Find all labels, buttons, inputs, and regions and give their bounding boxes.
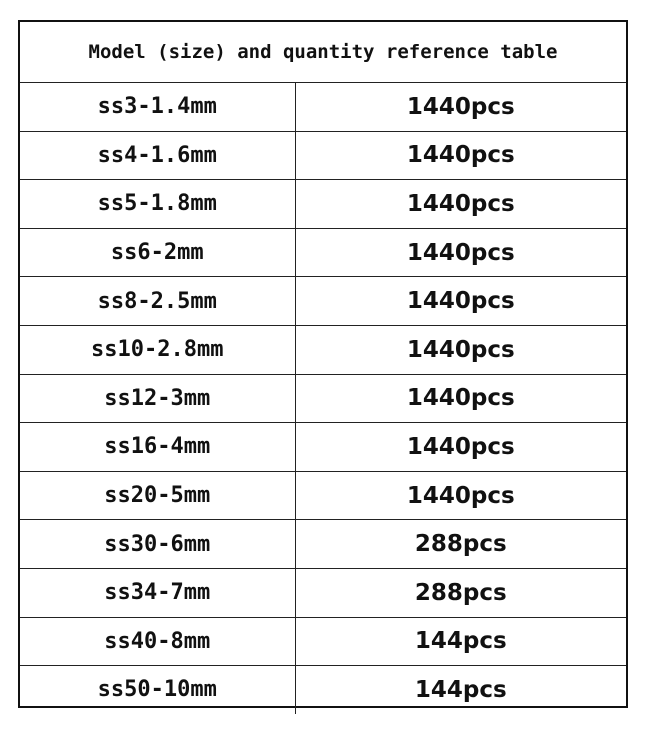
quantity-cell: 288pcs	[295, 520, 626, 569]
quantity-cell: 1440pcs	[295, 325, 626, 374]
table-row	[20, 471, 626, 520]
table-title: Model (size) and quantity reference table	[20, 22, 626, 83]
quantity-cell: 1440pcs	[295, 277, 626, 326]
table-row	[20, 228, 626, 277]
model-size-cell: ss5-1.8mm	[20, 180, 295, 229]
table-row	[20, 83, 626, 132]
quantity-cell: 1440pcs	[295, 83, 626, 132]
quantity-cell: 144pcs	[295, 666, 626, 714]
table-row	[20, 180, 626, 229]
quantity-cell: 1440pcs	[295, 228, 626, 277]
quantity-cell: 1440pcs	[295, 423, 626, 472]
model-size-cell: ss16-4mm	[20, 423, 295, 472]
size-quantity-table	[20, 22, 626, 714]
quantity-cell: 1440pcs	[295, 374, 626, 423]
table-row	[20, 617, 626, 666]
model-size-cell: ss10-2.8mm	[20, 325, 295, 374]
quantity-cell: 288pcs	[295, 568, 626, 617]
table-header-row	[20, 22, 626, 83]
model-size-cell: ss8-2.5mm	[20, 277, 295, 326]
model-size-cell: ss6-2mm	[20, 228, 295, 277]
quantity-cell: 144pcs	[295, 617, 626, 666]
model-size-cell: ss40-8mm	[20, 617, 295, 666]
quantity-cell: 1440pcs	[295, 131, 626, 180]
table-row	[20, 520, 626, 569]
model-size-cell: ss50-10mm	[20, 666, 295, 714]
model-size-cell: ss3-1.4mm	[20, 83, 295, 132]
table-body	[20, 83, 626, 714]
reference-table-frame	[18, 20, 628, 708]
table-row	[20, 131, 626, 180]
table-row	[20, 277, 626, 326]
table-row	[20, 325, 626, 374]
model-size-cell: ss4-1.6mm	[20, 131, 295, 180]
model-size-cell: ss20-5mm	[20, 471, 295, 520]
model-size-cell: ss30-6mm	[20, 520, 295, 569]
model-size-cell: ss34-7mm	[20, 568, 295, 617]
table-row	[20, 666, 626, 714]
table-row	[20, 423, 626, 472]
quantity-cell: 1440pcs	[295, 180, 626, 229]
table-row	[20, 374, 626, 423]
model-size-cell: ss12-3mm	[20, 374, 295, 423]
quantity-cell: 1440pcs	[295, 471, 626, 520]
table-row	[20, 568, 626, 617]
